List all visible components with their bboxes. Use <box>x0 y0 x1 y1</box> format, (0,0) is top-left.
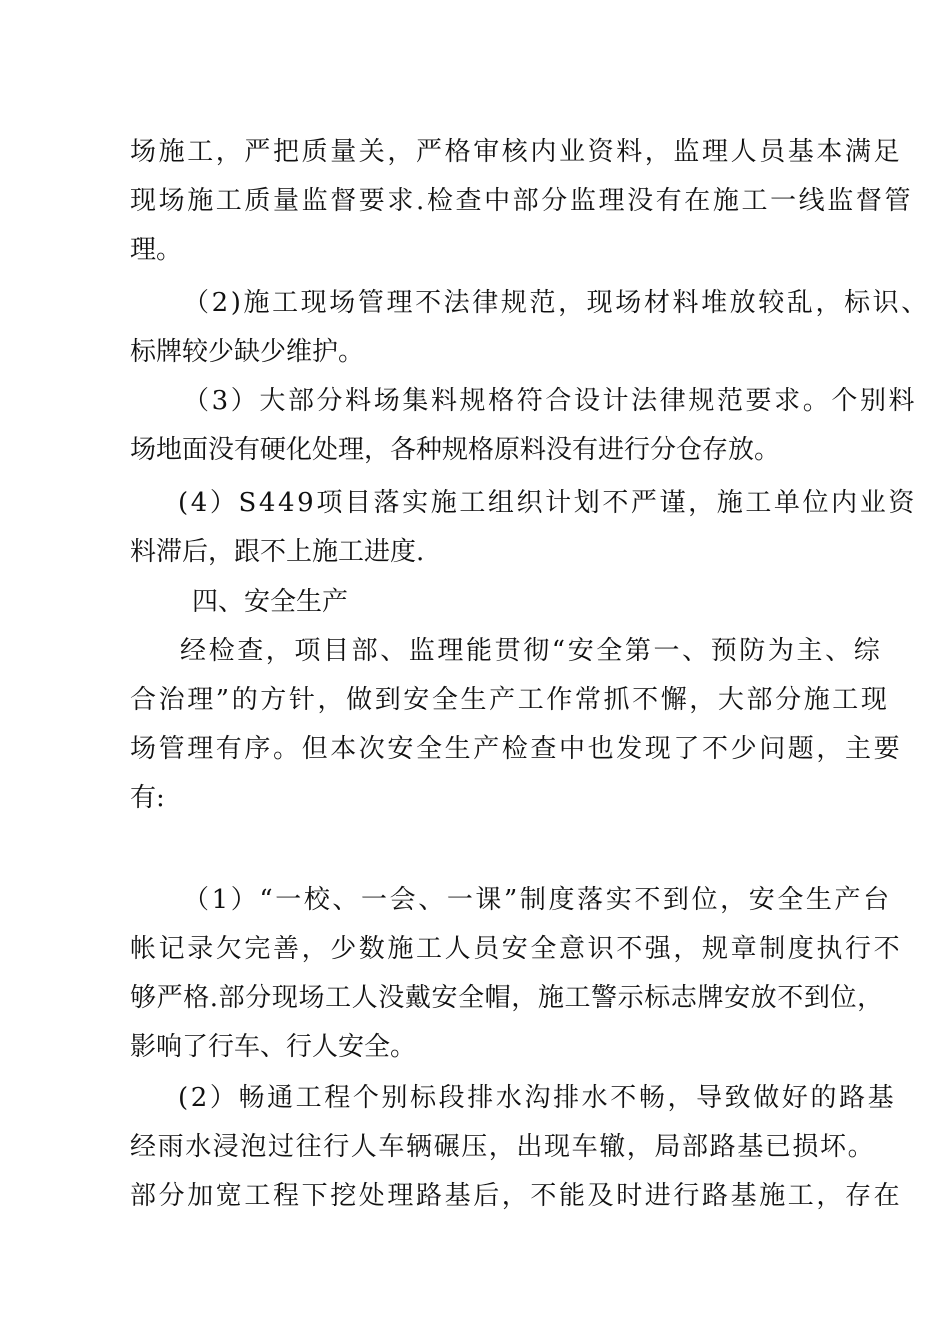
body-text-line: （2)施工现场管理不法律规范，现场材料堆放较乱，标识、 <box>183 288 930 318</box>
body-text-line: 经检查，项目部、监理能贯彻“安全第一、预防为主、综 <box>180 636 883 666</box>
body-text-line: 有: <box>130 783 165 813</box>
body-text-line: 场管理有序。但本次安全生产检查中也发现了不少问题，主要 <box>130 734 903 764</box>
body-text-line: 经雨水浸泡过往行人车辆碾压，出现车辙，局部路基已损坏。 <box>130 1132 876 1162</box>
body-text-line: （3）大部分料场集料规格符合设计法律规范要求。个别料 <box>183 386 918 416</box>
body-text-line: 合治理”的方针，做到安全生产工作常抓不懈，大部分施工现 <box>130 685 890 715</box>
body-text-line: (4）S449项目落实施工组织计划不严谨，施工单位内业资 <box>178 488 917 518</box>
body-text-line: 标牌较少缺少维护。 <box>130 337 365 367</box>
body-text-line: 现场施工质量监督要求.检查中部分监理没有在施工一线监督管 <box>130 186 914 216</box>
body-text-line: 场地面没有硬化处理，各种规格原料没有进行分仓存放。 <box>130 435 781 465</box>
body-text-line: 理。 <box>130 235 183 265</box>
body-text-line: 部分加宽工程下挖处理路基后，不能及时进行路基施工，存在 <box>130 1181 903 1211</box>
body-text-line: 场施工，严把质量关，严格审核内业资料，监理人员基本满足 <box>130 137 903 167</box>
body-text-line: 料滞后，跟不上施工进度. <box>130 537 425 567</box>
body-text-line: 影响了行车、行人安全。 <box>130 1032 417 1062</box>
body-text-line: 够严格.部分现场工人没戴安全帽，施工警示标志牌安放不到位， <box>130 983 884 1013</box>
body-text-line: （1）“一校、一会、一课”制度落实不到位，安全生产台 <box>183 885 892 915</box>
body-text-line: 帐记录欠完善，少数施工人员安全意识不强，规章制度执行不 <box>130 934 903 964</box>
section-heading: 四、安全生产 <box>192 587 349 617</box>
body-text-line: (2）畅通工程个别标段排水沟排水不畅，导致做好的路基 <box>178 1083 897 1113</box>
